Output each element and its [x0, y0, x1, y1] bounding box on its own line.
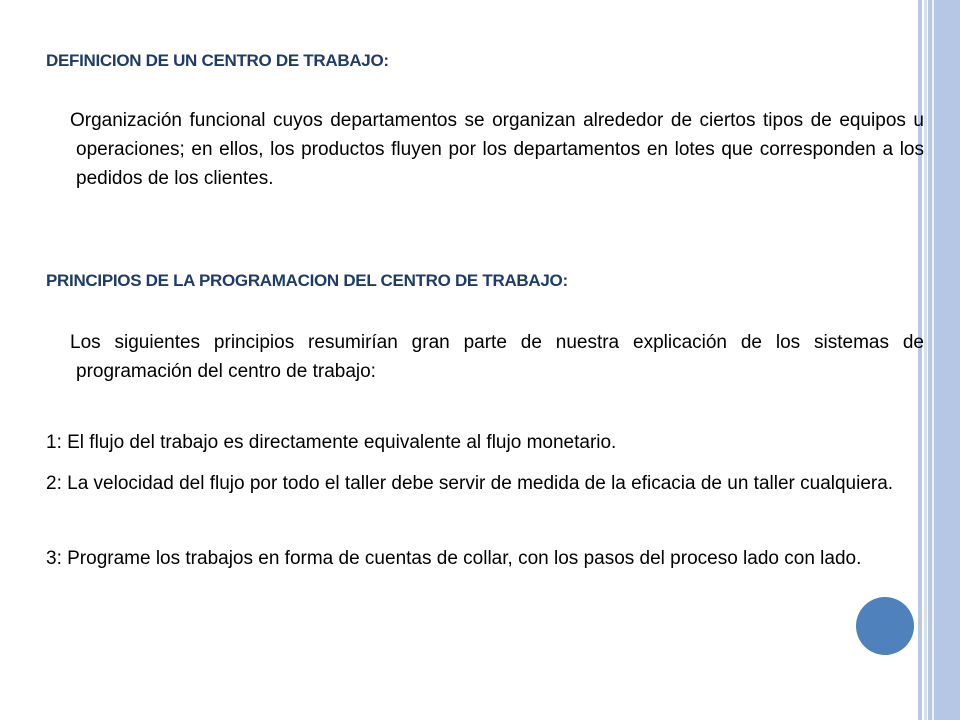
- decorative-stripe: [934, 0, 960, 720]
- principle-item-3: 3: Programe los trabajos en forma de cuentas de collar, con los pasos del proceso lado con lado.: [46, 548, 862, 569]
- principles-intro-paragraph: Los siguientes principios resumirían gran parte de nuestra explicación de los sistemas de programación del centro de trabajo:: [70, 332, 924, 382]
- decorative-circle: [856, 597, 914, 655]
- principles-heading: PRINCIPIOS DE LA PROGRAMACION DEL CENTRO DE TRABAJO:: [46, 271, 568, 290]
- definition-paragraph: Organización funcional cuyos departamentos se organizan alrededor de ciertos tipos de equipos u operaciones; en ellos, los productos fluyen por los departamentos en lotes que corresponden a los pedidos de los clientes.: [70, 110, 924, 189]
- decorative-stripe: [924, 0, 927, 720]
- principle-item-2: 2: La velocidad del flujo por todo el taller debe servir de medida de la eficacia de un taller cualquiera.: [46, 473, 894, 494]
- definition-heading: DEFINICION DE UN CENTRO DE TRABAJO:: [46, 51, 389, 70]
- principle-item-1: 1: El flujo del trabajo es directamente equivalente al flujo monetario.: [46, 432, 617, 453]
